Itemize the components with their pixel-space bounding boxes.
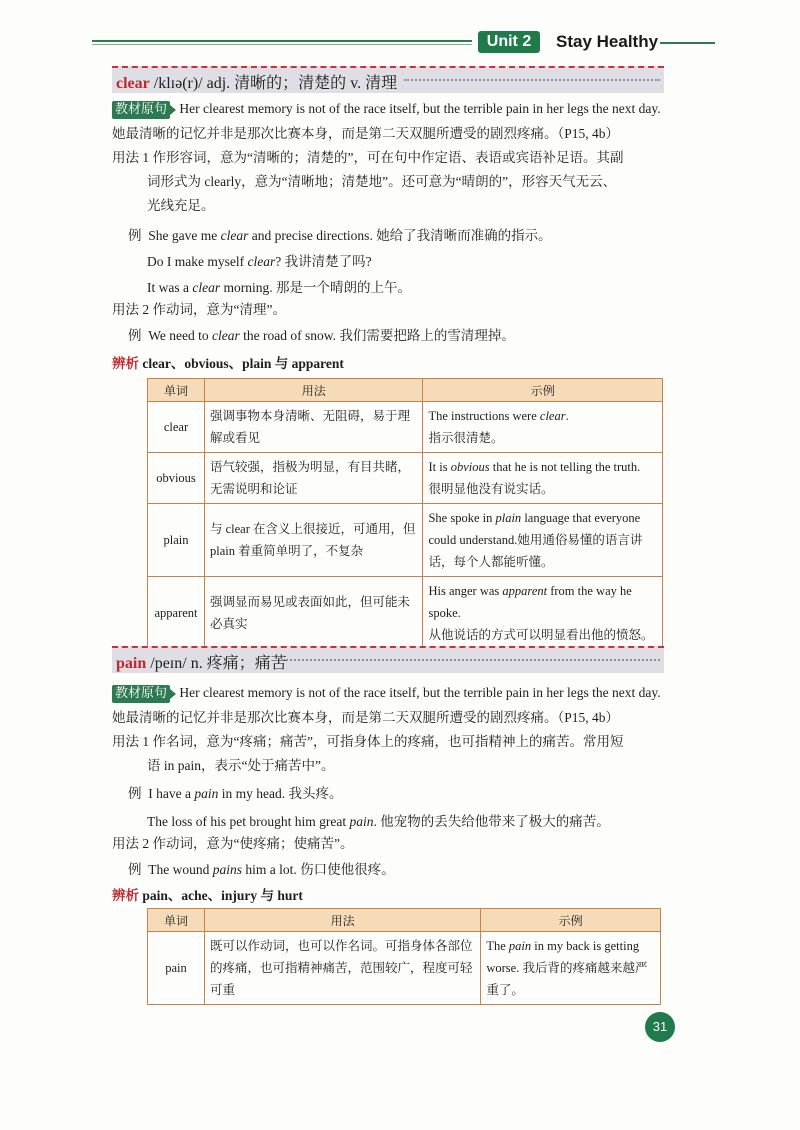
comparison-table-pain bbox=[147, 908, 661, 1005]
examples-2 bbox=[128, 782, 668, 834]
source-zh: 她最清晰的记忆并非是那次比赛本身，而是第二天双腿所遭受的剧烈疼痛。（P15, 4b） bbox=[112, 126, 620, 141]
example-2: The loss of his pet brought him great pain. 他宠物的丢失给他带来了极大的痛苦。 bbox=[147, 814, 610, 829]
usage-1-line-3: 光线充足。 bbox=[147, 198, 215, 213]
example-zh: 很明显他没有说实话。 bbox=[428, 482, 554, 496]
col-header-usage: 用法 bbox=[204, 379, 422, 402]
cell-usage: 强调显而易见或表面如此，但可能未必真实 bbox=[204, 577, 422, 650]
example-zh: 她用通俗易懂的语言讲话，每个人都能听懂。 bbox=[428, 533, 643, 569]
example-zh: 从他说话的方式可以明显看出他的愤怒。 bbox=[428, 628, 654, 642]
table-header-row bbox=[148, 379, 663, 402]
cell-example: The instructions were clear. 指示很清楚。 bbox=[423, 402, 663, 453]
examples-1 bbox=[128, 224, 668, 300]
cell-word: clear bbox=[148, 402, 205, 453]
usage-block-1 bbox=[112, 730, 667, 778]
header-rule-thin bbox=[92, 44, 472, 45]
example-3: It was a clear morning. 那是一个晴朗的上午。 bbox=[147, 280, 411, 295]
example-2: Do I make myself clear? 我讲清楚了吗? bbox=[147, 254, 372, 269]
entry-heading bbox=[116, 650, 287, 673]
source-en: Her clearest memory is not of the race itself, but the terrible pain in her legs the next day. bbox=[179, 101, 661, 116]
usage-block-1 bbox=[112, 146, 667, 218]
pronunciation: /klɪə(r)/ bbox=[149, 75, 207, 92]
col-header-example: 示例 bbox=[481, 909, 661, 932]
source-zh: 她最清晰的记忆并非是那次比赛本身，而是第二天双腿所遭受的剧烈疼痛。（P15, 4b） bbox=[112, 710, 620, 725]
col-header-word: 单词 bbox=[148, 909, 205, 932]
source-sentence bbox=[112, 96, 665, 146]
usage-2: 用法 2 作动词，意为“使疼痛；使痛苦”。 bbox=[112, 836, 354, 851]
cell-example: The pain in my back is getting worse. 我后背的疼痛越来越严重了。 bbox=[481, 932, 661, 1005]
usage-1-line-1: 用法 1 作形容词，意为“清晰的；清楚的”，可在句中作定语、表语或宾语补足语。其副 bbox=[112, 150, 624, 165]
col-header-word: 单词 bbox=[148, 379, 205, 402]
col-header-example: 示例 bbox=[423, 379, 663, 402]
entry-bar-clear bbox=[112, 66, 664, 93]
example-en: She spoke in plain language that everyone could understand. bbox=[428, 511, 641, 547]
entry-heading bbox=[116, 70, 397, 93]
unit-badge: Unit 2 bbox=[478, 31, 540, 53]
unit-title: Stay Healthy bbox=[556, 32, 659, 51]
cell-usage: 既可以作动词，也可以作名词。可指身体各部位的疼痛，也可指精神痛苦，范围较广，程度可轻可重 bbox=[204, 932, 480, 1005]
page-number: 31 bbox=[645, 1012, 675, 1042]
header-rule bbox=[92, 40, 472, 42]
cell-example bbox=[423, 453, 663, 504]
entry-bar-pain bbox=[112, 646, 664, 673]
analysis-label: 辨析 bbox=[112, 888, 139, 903]
analysis-title: pain、ache、injury 与 hurt bbox=[142, 888, 303, 903]
example-en: His anger was apparent from the way he spoke. bbox=[428, 584, 632, 620]
bar-dashes bbox=[404, 79, 660, 84]
example-1: I have a pain in my head. 我头疼。 bbox=[148, 786, 343, 801]
pronunciation: /peɪn/ bbox=[146, 655, 191, 672]
usage-1-line-2: 语 in pain，表示“处于痛苦中”。 bbox=[147, 758, 335, 773]
textbook-tag: 教材原句 bbox=[112, 685, 170, 703]
example-3-row bbox=[128, 858, 395, 882]
example-1: She gave me clear and precise directions. 她给了我清晰而准确的指示。 bbox=[148, 228, 552, 243]
cell-usage: 与 clear 在含义上很接近，可通用，但 plain 着重简单明了，不复杂 bbox=[204, 504, 422, 577]
cell-word: apparent bbox=[148, 577, 205, 650]
header-rule-right bbox=[660, 42, 715, 44]
analysis-heading bbox=[112, 884, 303, 908]
headword: pain bbox=[116, 655, 147, 672]
cell-usage: 强调事物本身清晰、无阻碍，易于理解或看见 bbox=[204, 402, 422, 453]
usage-1-line-2: 词形式为 clearly，意为“清晰地；清楚地”。还可意为“晴朗的”，形容天气无云、 bbox=[147, 174, 617, 189]
table-row bbox=[148, 453, 663, 504]
usage-1-line-1: 用法 1 作名词，意为“疼痛；痛苦”，可指身体上的疼痛，也可指精神上的痛苦。常用短 bbox=[112, 734, 624, 749]
example-label: 例 bbox=[128, 862, 142, 877]
example-en: It is obvious that he is not telling the truth. bbox=[428, 460, 641, 474]
table-header-row bbox=[148, 909, 661, 932]
example-label: 例 bbox=[128, 786, 142, 801]
headword: clear bbox=[116, 75, 150, 92]
example-zh: 我后背的疼痛越来越严重了。 bbox=[486, 961, 648, 997]
cell-word: plain bbox=[148, 504, 205, 577]
table-row bbox=[148, 932, 661, 1005]
example-4: We need to clear the road of snow. 我们需要把路上的雪清理掉。 bbox=[148, 328, 515, 343]
example-3: The wound pains him a lot. 伤口使他很疼。 bbox=[148, 862, 395, 877]
bar-dashes bbox=[282, 659, 660, 664]
example-zh: 指示很清楚。 bbox=[428, 431, 504, 445]
source-sentence bbox=[112, 680, 665, 730]
analysis-label: 辨析 bbox=[112, 356, 139, 371]
table-row bbox=[148, 577, 663, 650]
cell-example bbox=[423, 504, 663, 577]
table-row bbox=[148, 402, 663, 453]
col-header-usage: 用法 bbox=[204, 909, 480, 932]
cell-usage: 语气较强，指极为明显，有目共睹，无需说明和论证 bbox=[204, 453, 422, 504]
source-en: Her clearest memory is not of the race itself, but the terrible pain in her legs the next day. bbox=[179, 685, 661, 700]
definition: n. 疼痛；痛苦 bbox=[190, 655, 287, 672]
cell-example bbox=[423, 577, 663, 650]
definition: adj. 清晰的；清楚的 bbox=[206, 75, 351, 92]
table-row bbox=[148, 504, 663, 577]
cell-word: obvious bbox=[148, 453, 205, 504]
example-label: 例 bbox=[128, 228, 142, 243]
usage-2: 用法 2 作动词，意为“清理”。 bbox=[112, 302, 286, 317]
analysis-heading bbox=[112, 352, 344, 376]
example-4-row bbox=[128, 324, 515, 348]
comparison-table-clear bbox=[147, 378, 663, 650]
definition-verb: v. 清理 bbox=[350, 75, 398, 92]
textbook-tag: 教材原句 bbox=[112, 101, 170, 119]
example-label: 例 bbox=[128, 328, 142, 343]
analysis-title: clear、obvious、plain 与 apparent bbox=[142, 356, 344, 371]
cell-word: pain bbox=[148, 932, 205, 1005]
